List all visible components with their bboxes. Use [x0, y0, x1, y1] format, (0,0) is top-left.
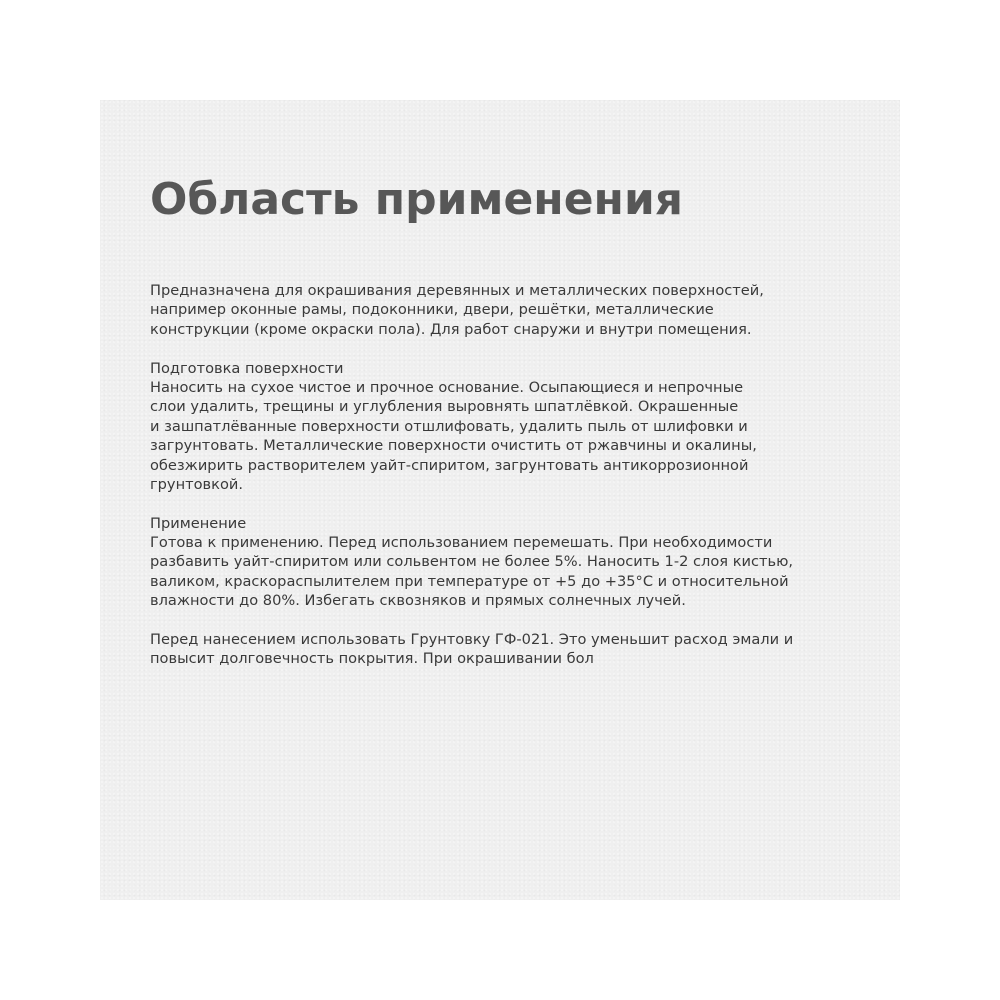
text-line: конструкции (кроме окраски пола). Для работ снаружи и внутри помещения. [150, 320, 752, 338]
description-body [150, 281, 850, 669]
section-heading-application: Применение [150, 514, 247, 532]
content-panel [100, 100, 900, 900]
paragraph-primer-note [150, 630, 850, 669]
text-line: разбавить уайт-спиритом или сольвентом не более 5%. Наносить 1-2 слоя кистью, [150, 553, 794, 571]
section-heading-surface-preparation: Подготовка поверхности [150, 359, 344, 377]
text-line: слои удалить, трещины и углубления выровнять шпатлёвкой. Окрашенные [150, 398, 739, 416]
paragraph-gap [150, 611, 850, 630]
text-line: обезжирить растворителем уайт-спиритом, загрунтовать антикоррозионной [150, 456, 749, 474]
paragraph-gap [150, 339, 850, 358]
text-line: валиком, краскораспылителем при температуре от +5 до +35°С и относительной [150, 572, 789, 590]
text-line: влажности до 80%. Избегать сквозняков и прямых солнечных лучей. [150, 592, 686, 610]
text-line: и зашпатлёванные поверхности отшлифовать, удалить пыль от шлифовки и [150, 417, 748, 435]
text-line: например оконные рамы, подоконники, двери, решётки, металлические [150, 301, 714, 319]
text-line: Перед нанесением использовать Грунтовку ГФ-021. Это уменьшит расход эмали и [150, 631, 794, 649]
text-line: Готова к применению. Перед использованием перемешать. При необходимости [150, 534, 773, 552]
text-line: Наносить на сухое чистое и прочное основание. Осыпающиеся и непрочные [150, 378, 744, 396]
text-line: грунтовкой. [150, 475, 244, 493]
paragraph-purpose [150, 281, 850, 339]
page-title: Область применения [150, 174, 684, 225]
paragraph-surface-preparation [150, 359, 850, 495]
text-line: Предназначена для окрашивания деревянных и металлических поверхностей, [150, 282, 764, 299]
text-line: загрунтовать. Металлические поверхности очистить от ржавчины и окалины, [150, 437, 757, 455]
paragraph-gap [150, 494, 850, 513]
paragraph-application [150, 514, 850, 611]
text-line: повысит долговечность покрытия. При окрашивании бол [150, 650, 594, 668]
